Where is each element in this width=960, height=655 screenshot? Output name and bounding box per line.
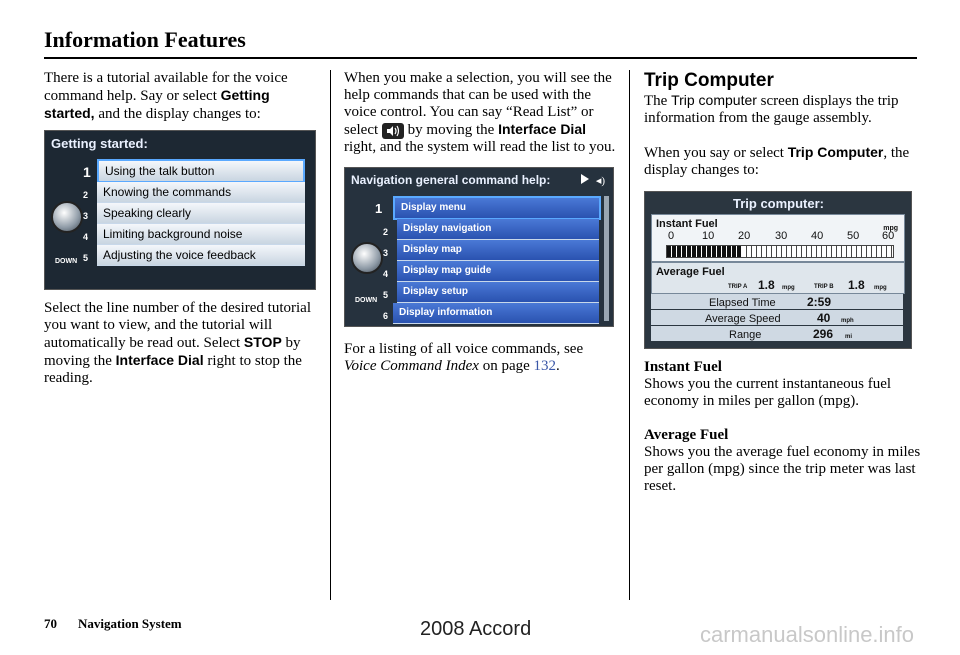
text: on page bbox=[478, 358, 534, 374]
scale-tick: 60 bbox=[882, 230, 895, 242]
text: , the display changes to: bbox=[644, 145, 910, 178]
scale-tick: 0 bbox=[668, 230, 675, 242]
average-speed-row bbox=[651, 310, 903, 325]
scale-tick: 50 bbox=[847, 230, 860, 242]
text: The bbox=[644, 93, 672, 109]
tutorial-instructions bbox=[44, 300, 316, 387]
unit-label: mpg bbox=[874, 285, 887, 291]
line-number: 3 bbox=[83, 211, 89, 221]
list-item[interactable]: Display setup bbox=[397, 282, 599, 303]
text: When you say or select bbox=[644, 145, 788, 161]
trip-computer-select bbox=[644, 144, 924, 179]
line-number: 4 bbox=[83, 232, 89, 242]
instant-fuel-fill bbox=[667, 246, 742, 257]
scrollbar[interactable] bbox=[604, 196, 609, 321]
stop-term: STOP bbox=[243, 334, 282, 350]
scale-tick: 30 bbox=[775, 230, 788, 242]
line-number: 4 bbox=[383, 269, 389, 279]
text: and the display changes to: bbox=[94, 106, 261, 122]
average-fuel-heading: Average Fuel bbox=[644, 427, 729, 443]
list-item[interactable]: Display information bbox=[393, 303, 599, 324]
elapsed-time-row bbox=[651, 294, 903, 309]
column-2 bbox=[344, 70, 619, 375]
text: right to stop the reading. bbox=[44, 353, 302, 386]
list-item[interactable]: Speaking clearly bbox=[97, 203, 305, 224]
range-row bbox=[651, 326, 903, 341]
getting-started-term: Getting started, bbox=[44, 87, 270, 121]
unit-label: mph bbox=[841, 318, 854, 324]
average-fuel-label: Average Fuel bbox=[656, 266, 725, 278]
interface-dial-icon bbox=[351, 242, 383, 274]
text: by moving the bbox=[44, 335, 301, 369]
page-title: Information Features bbox=[44, 27, 246, 52]
trip-b-value: 1.8 bbox=[848, 278, 865, 292]
trip-a-label: TRIP A bbox=[728, 284, 748, 290]
trip-a-value: 1.8 bbox=[758, 278, 775, 292]
help-intro bbox=[344, 70, 619, 156]
average-fuel-description: Shows you the average fuel economy in miles per gallon (mpg) since the trip meter was last reset. bbox=[644, 444, 921, 494]
average-speed-label: Average Speed bbox=[705, 313, 781, 325]
voice-index-reference bbox=[344, 341, 619, 375]
down-label: DOWN bbox=[55, 258, 78, 265]
down-label: DOWN bbox=[355, 297, 378, 304]
screen-title: Getting started: bbox=[51, 136, 148, 151]
column-3 bbox=[644, 70, 924, 495]
scale-tick: 10 bbox=[702, 230, 715, 242]
text: right, and the system will read the list to you. bbox=[344, 139, 616, 155]
list-item[interactable]: Using the talk button bbox=[97, 159, 305, 183]
line-number: 5 bbox=[383, 290, 389, 300]
watermark: carmanualsonline.info bbox=[700, 622, 915, 647]
elapsed-time-label: Elapsed Time bbox=[709, 297, 776, 309]
line-number: 1 bbox=[83, 164, 91, 180]
voice-command-index-ref: Voice Command Index bbox=[344, 358, 479, 374]
unit-label: mi bbox=[845, 334, 853, 340]
text: . bbox=[556, 358, 560, 374]
list-item[interactable]: Adjusting the voice feedback bbox=[97, 245, 305, 266]
line-number: 6 bbox=[383, 311, 389, 321]
list-item[interactable]: Display map guide bbox=[397, 261, 599, 282]
interface-dial-term: Interface Dial bbox=[498, 121, 587, 137]
text: There is a tutorial available for the voice command help. Say or select bbox=[44, 70, 288, 104]
line-number: 1 bbox=[375, 201, 383, 216]
text: Select the line number of the desired tutorial you want to view, and the tutorial will automatically be read out. Select bbox=[44, 300, 311, 351]
command-help-screen bbox=[344, 167, 614, 327]
instant-fuel-description: Shows you the current instantaneous fuel economy in miles per gallon (mpg). bbox=[644, 376, 892, 409]
screen-title: Navigation general command help: bbox=[351, 173, 551, 187]
range-value: 296 bbox=[813, 327, 834, 341]
line-number: 5 bbox=[83, 253, 89, 263]
title-rule bbox=[44, 57, 917, 59]
instant-fuel-label: Instant Fuel bbox=[656, 218, 718, 230]
trip-computer-intro bbox=[644, 92, 924, 127]
range-label: Range bbox=[729, 329, 762, 341]
column-1 bbox=[44, 70, 316, 387]
tutorial-intro bbox=[44, 70, 316, 123]
list-item[interactable]: Knowing the commands bbox=[97, 182, 305, 203]
speaker-icon-graphic bbox=[382, 123, 404, 139]
instant-fuel-bar bbox=[666, 245, 894, 258]
page-link[interactable]: 132 bbox=[533, 358, 557, 374]
unit-label: mpg bbox=[782, 285, 795, 291]
trip-computer-screen bbox=[644, 191, 912, 349]
list-item[interactable]: Limiting background noise bbox=[97, 224, 305, 245]
text: For a listing of all voice commands, see bbox=[344, 341, 584, 357]
speaker-icon bbox=[382, 123, 404, 139]
line-number: 2 bbox=[383, 227, 389, 237]
column-divider bbox=[330, 70, 331, 600]
speaker-icon: ◂) bbox=[595, 175, 605, 187]
text: When you make a selection, you will see the help commands that can be used with the voice control. You can say “Read List” or select bbox=[344, 70, 612, 138]
list-item[interactable]: Display menu bbox=[393, 196, 601, 220]
list-item[interactable]: Display map bbox=[397, 240, 599, 261]
scale-tick: 20 bbox=[738, 230, 751, 242]
interface-dial-term: Interface Dial bbox=[115, 352, 204, 368]
interface-dial-icon bbox=[51, 201, 83, 233]
list-item[interactable]: Display navigation bbox=[397, 219, 599, 240]
elapsed-time-value: 2:59 bbox=[807, 295, 832, 309]
getting-started-screen bbox=[44, 130, 316, 290]
play-icon bbox=[581, 174, 589, 184]
unit-label: mpg bbox=[883, 225, 898, 232]
column-divider bbox=[629, 70, 630, 600]
footer-model: 2008 Accord bbox=[420, 618, 532, 640]
text: screen displays the trip information from the gauge assembly. bbox=[644, 93, 899, 126]
screen-title: Trip computer: bbox=[733, 196, 825, 211]
average-fuel-panel bbox=[651, 262, 905, 294]
trip-computer-term: Trip Computer bbox=[787, 144, 884, 160]
fuel-scale bbox=[668, 228, 895, 242]
instant-fuel-panel bbox=[651, 214, 905, 262]
line-number: 3 bbox=[383, 248, 389, 258]
line-number: 2 bbox=[83, 190, 89, 200]
page-number: 70 bbox=[44, 616, 57, 631]
instant-fuel-heading: Instant Fuel bbox=[644, 359, 722, 375]
text: by moving the bbox=[403, 122, 499, 138]
average-speed-value: 40 bbox=[817, 311, 831, 325]
footer-system-name: Navigation System bbox=[78, 616, 182, 631]
scale-tick: 40 bbox=[811, 230, 824, 242]
trip-b-label: TRIP B bbox=[814, 284, 834, 290]
trip-computer-heading: Trip Computer bbox=[644, 70, 774, 91]
trip-computer-term: Trip computer bbox=[671, 92, 757, 108]
